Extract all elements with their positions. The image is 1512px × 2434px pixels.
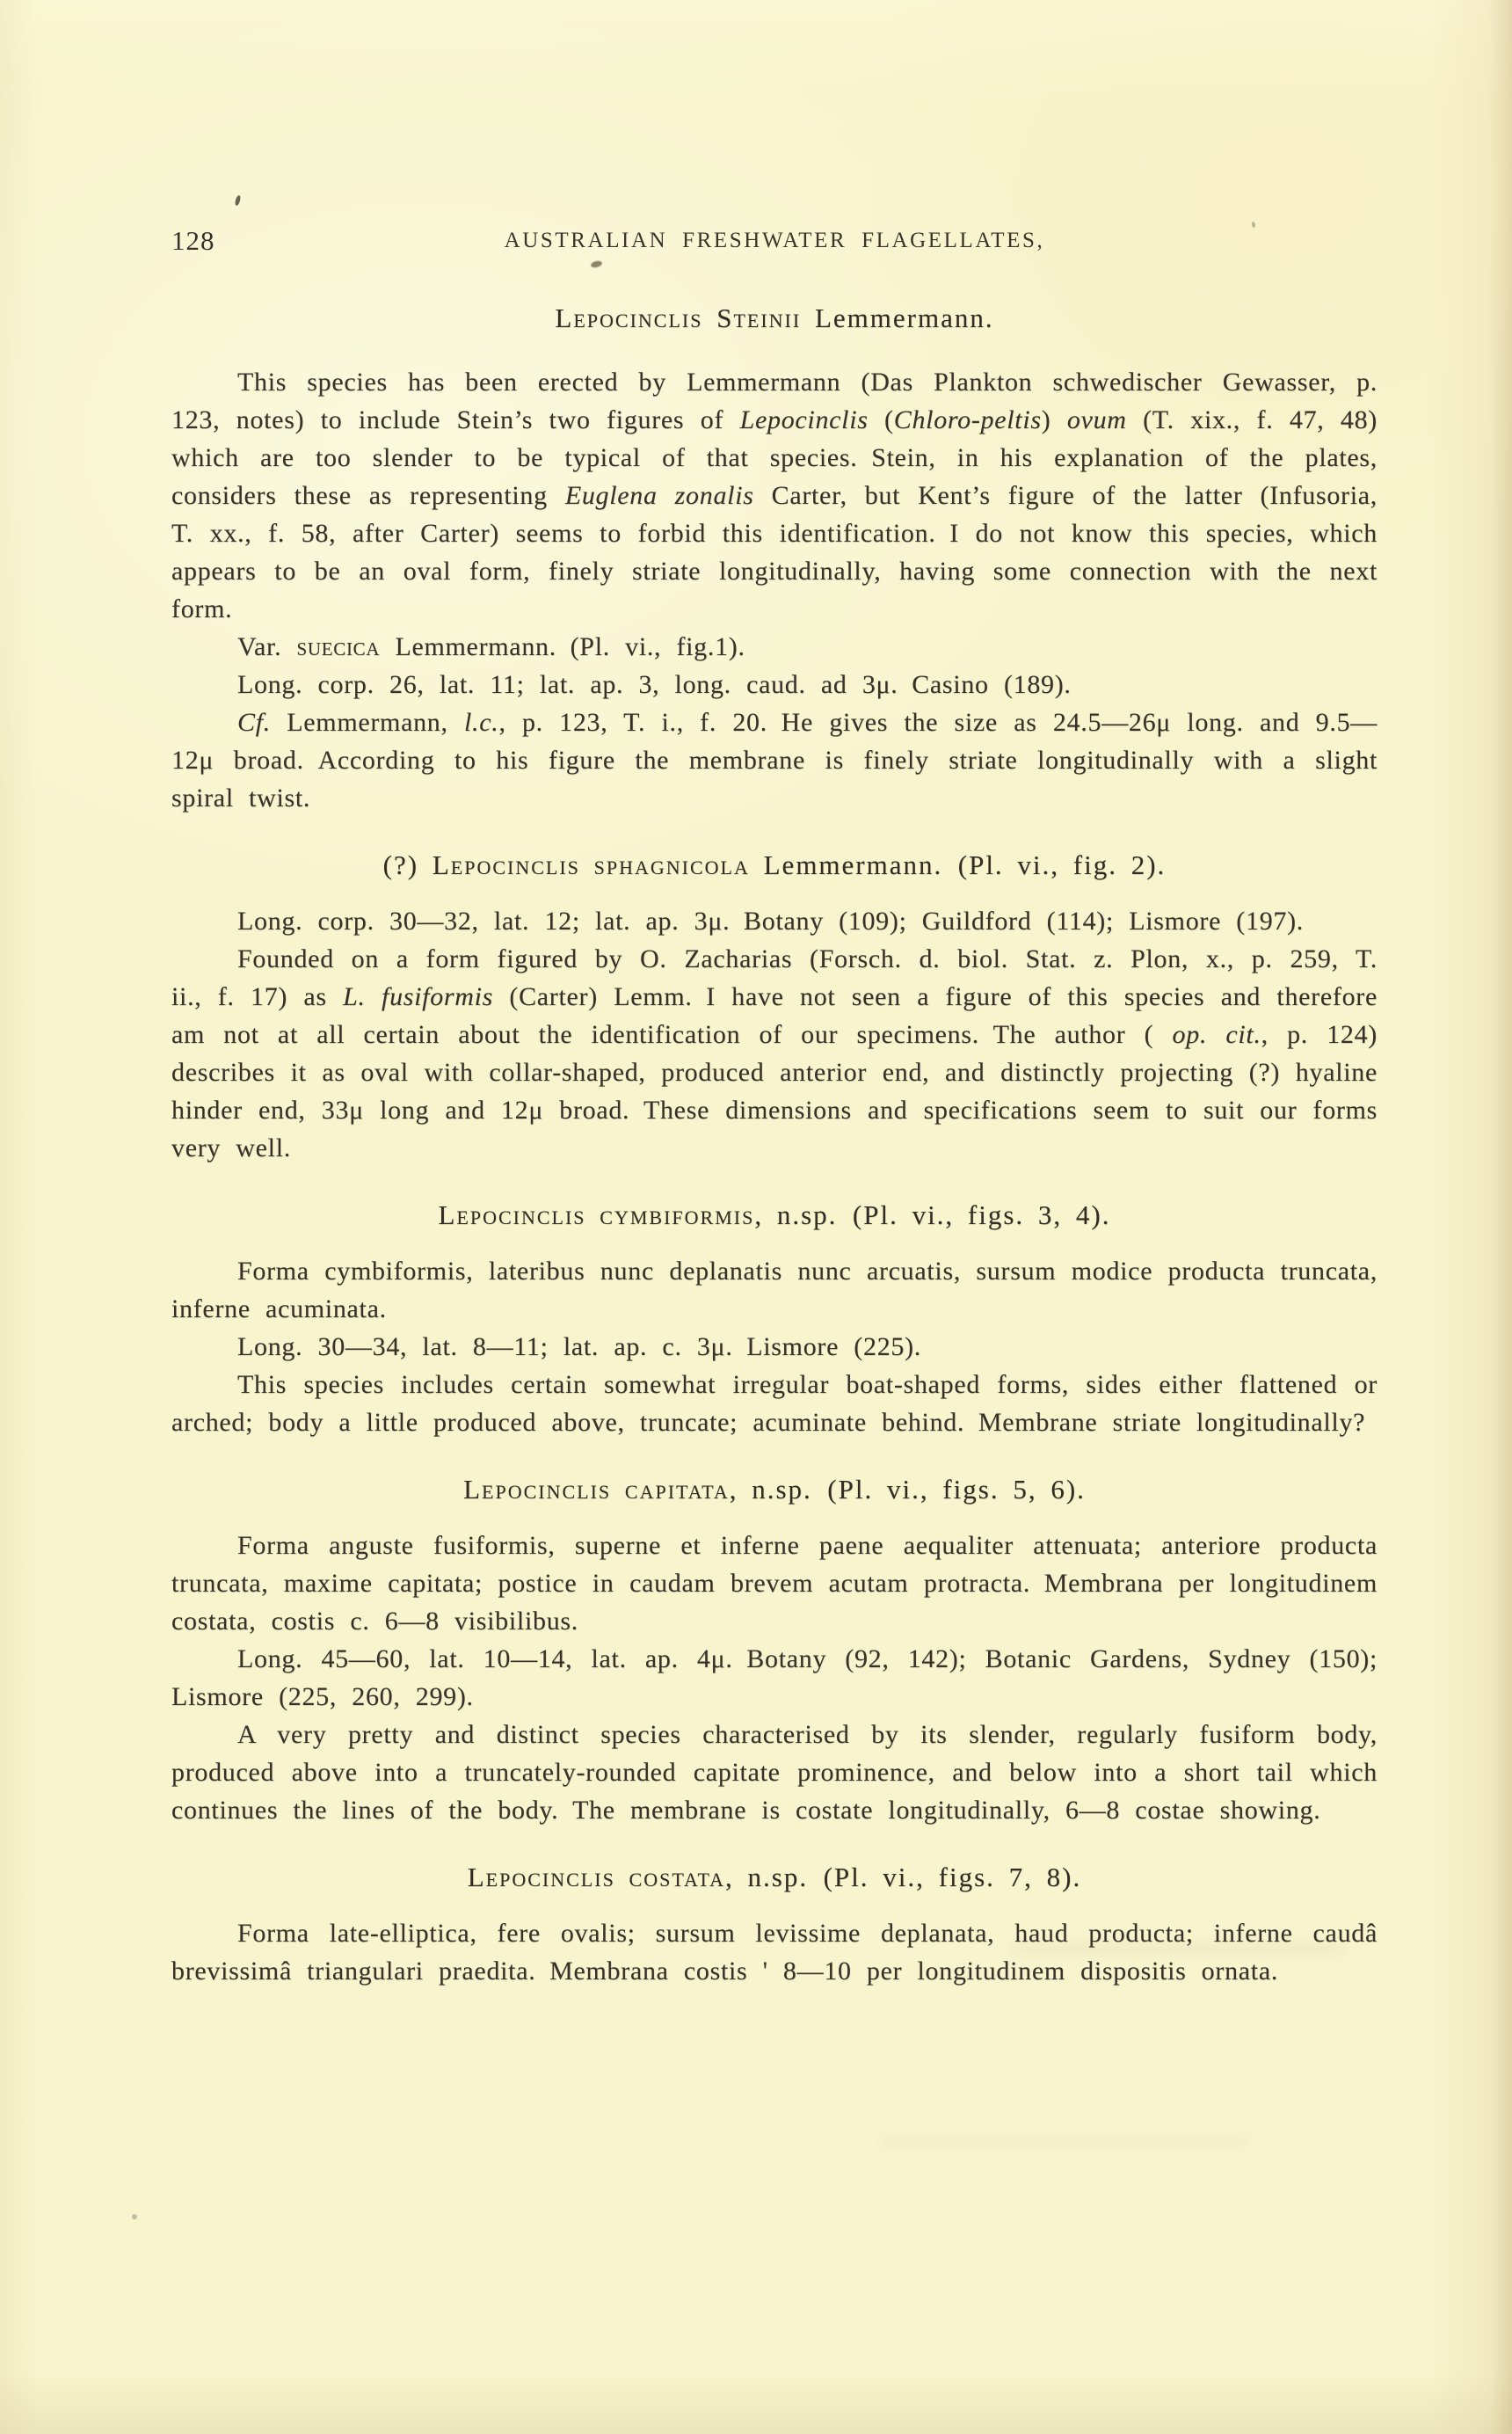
text-segment: Cf. bbox=[237, 708, 271, 737]
text-segment: Lepocinclis costata bbox=[467, 1862, 726, 1892]
text-segment: Chloro-peltis bbox=[893, 405, 1042, 434]
heading-lepocinclis-steinii bbox=[171, 299, 1378, 337]
text-segment: L. fusiformis bbox=[343, 982, 494, 1011]
para-dimensions-sphagnicola bbox=[171, 902, 1378, 940]
text-segment: This species includes certain somewhat irregular boat-shaped forms, sides either flattened or arched; body a little produced above, truncate; acuminate behind. Membrane striate longitudinally? bbox=[171, 1370, 1378, 1437]
text-segment: Lemmermann. (Pl. vi., fig.1). bbox=[380, 632, 745, 661]
para-diagnosis-costata bbox=[171, 1914, 1378, 1990]
text-segment: (T. xix., f. 47, 48) which are too slender to be typical of that species. Stein, in his explanation of the plates, considers these as representing bbox=[171, 405, 1378, 510]
para-species-erected bbox=[171, 363, 1378, 628]
text-segment: (?) bbox=[382, 849, 433, 880]
text-segment: , n.sp. (Pl. vi., figs. 7, 8). bbox=[725, 1862, 1082, 1892]
page-body bbox=[171, 295, 1378, 1990]
text-segment: op. cit. bbox=[1172, 1020, 1261, 1049]
running-header: AUSTRALIAN FRESHWATER FLAGELLATES, bbox=[504, 229, 1045, 252]
text-segment: This species has been erected by Lemmermann (Das Plankton schwedischer Gewasser, p. 123, notes) to include Stein’s two figures of bbox=[171, 368, 1378, 434]
text-segment: Carter, but Kent’s figure of the latter (Infusoria, T. xx., f. 58, after Carter) seems to forbid this identification. I do not know this species, which appears to be an oval form, finely striate longitudinally, having some connection with the next form. bbox=[171, 481, 1378, 623]
text-segment: ( bbox=[868, 405, 894, 434]
text-segment: Long. 30—34, lat. 8—11; lat. ap. c. 3μ. Lismore (225). bbox=[237, 1332, 921, 1361]
para-founded-zacharias bbox=[171, 940, 1378, 1167]
text-segment: Lemmermann. bbox=[801, 302, 994, 333]
text-segment: Forma anguste fusiformis, superne et inferne paene aequaliter attenuata; anteriore producta truncata, maxime capitata; postice in caudam brevem acutam protracta. Membrana per longitudinem costata, costis c. 6—8 visibilibus. bbox=[171, 1531, 1378, 1636]
text-segment: Lemmermann. (Pl. vi., fig. 2). bbox=[749, 849, 1167, 880]
para-diagnosis-cymbiformis bbox=[171, 1252, 1378, 1328]
page-number: 128 bbox=[171, 225, 215, 256]
text-segment: Long. corp. 30—32, lat. 12; lat. ap. 3μ. Botany (109); Guildford (114); Lismore (197). bbox=[237, 907, 1304, 936]
ink-speck bbox=[234, 195, 241, 207]
text-segment: Long. 45—60, lat. 10—14, lat. ap. 4μ. Botany (92, 142); Botanic Gardens, Sydney (150); Lismore (225, 260, 299). bbox=[171, 1644, 1378, 1711]
text-segment: , n.sp. (Pl. vi., figs. 5, 6). bbox=[729, 1474, 1086, 1505]
heading-lepocinclis-sphagnicola bbox=[171, 846, 1378, 884]
text-segment: Long. corp. 26, lat. 11; lat. ap. 3, long. caud. ad 3μ. Casino (189). bbox=[237, 670, 1072, 699]
text-segment: suecica bbox=[296, 632, 381, 661]
reverse-page-ghosting bbox=[879, 2135, 1248, 2147]
text-segment: Lepocinclis Steinii bbox=[555, 302, 802, 333]
text-segment: Euglena zonalis bbox=[564, 481, 754, 510]
para-diagnosis-capitata bbox=[171, 1527, 1378, 1640]
text-segment: Lepocinclis cymbiformis bbox=[438, 1199, 755, 1230]
para-cf-lemmermann bbox=[171, 703, 1378, 817]
text-segment: Founded on a form figured by O. Zacharias (Forsch. d. biol. Stat. z. Plon, x., p. 259, T. ii., f. 17) as bbox=[171, 944, 1378, 1011]
para-dimensions-suecica bbox=[171, 666, 1378, 703]
text-segment: Forma cymbiformis, lateribus nunc deplanatis nunc arcuatis, sursum modice producta truncata, inferne acuminata. bbox=[171, 1257, 1378, 1323]
para-var-suecica bbox=[171, 628, 1378, 666]
text-segment: A very pretty and distinct species characterised by its slender, regularly fusiform body, produced above into a truncately-rounded capitate prominence, and below into a short tail which continues the lines of the body. The membrane is costate longitudinally, 6—8 costae showing. bbox=[171, 1720, 1378, 1825]
para-dimensions-capitata bbox=[171, 1640, 1378, 1716]
text-segment: , n.sp. (Pl. vi., figs. 3, 4). bbox=[754, 1199, 1111, 1230]
text-segment: l.c. bbox=[464, 708, 499, 737]
text-segment: Lepocinclis sphagnicola bbox=[432, 849, 750, 880]
heading-lepocinclis-cymbiformis bbox=[171, 1196, 1378, 1234]
page-header bbox=[171, 225, 1378, 264]
ink-speck bbox=[132, 2214, 137, 2219]
text-segment: Var. bbox=[237, 632, 297, 661]
para-description-cymbiformis bbox=[171, 1366, 1378, 1441]
text-segment: Lepocinclis bbox=[739, 405, 869, 434]
text-segment: , p. 123, T. i., f. 20. He gives the size as 24.5—26μ long. and 9.5—12μ broad. According to his figure the membrane is finely striate longitudinally with a slight spiral twist. bbox=[171, 708, 1378, 813]
text-segment: Lemmermann, bbox=[270, 708, 464, 737]
text-segment: ovum bbox=[1066, 405, 1127, 434]
para-description-capitata bbox=[171, 1716, 1378, 1829]
text-segment: ) bbox=[1041, 405, 1067, 434]
para-dimensions-cymbiformis bbox=[171, 1328, 1378, 1366]
text-segment: Forma late-elliptica, fere ovalis; sursum levissime deplanata, haud producta; inferne caudâ brevissimâ triangulari praedita. Membrana costis ' 8—10 per longitudinem dispositis ornata. bbox=[171, 1919, 1378, 1986]
text-segment: Lepocinclis capitata bbox=[463, 1474, 730, 1505]
heading-lepocinclis-capitata bbox=[171, 1470, 1378, 1508]
heading-lepocinclis-costata bbox=[171, 1858, 1378, 1896]
text-segment: , p. 124) describes it as oval with collar-shaped, produced anterior end, and distinctly projecting (?) hyaline hinder end, 33μ long and 12μ broad. These dimensions and specifications seem to suit our forms very well. bbox=[171, 1020, 1378, 1162]
text-segment: (Carter) Lemm. I have not seen a figure of this species and therefore am not at all certain about the identification of our specimens. The author ( bbox=[171, 982, 1378, 1049]
